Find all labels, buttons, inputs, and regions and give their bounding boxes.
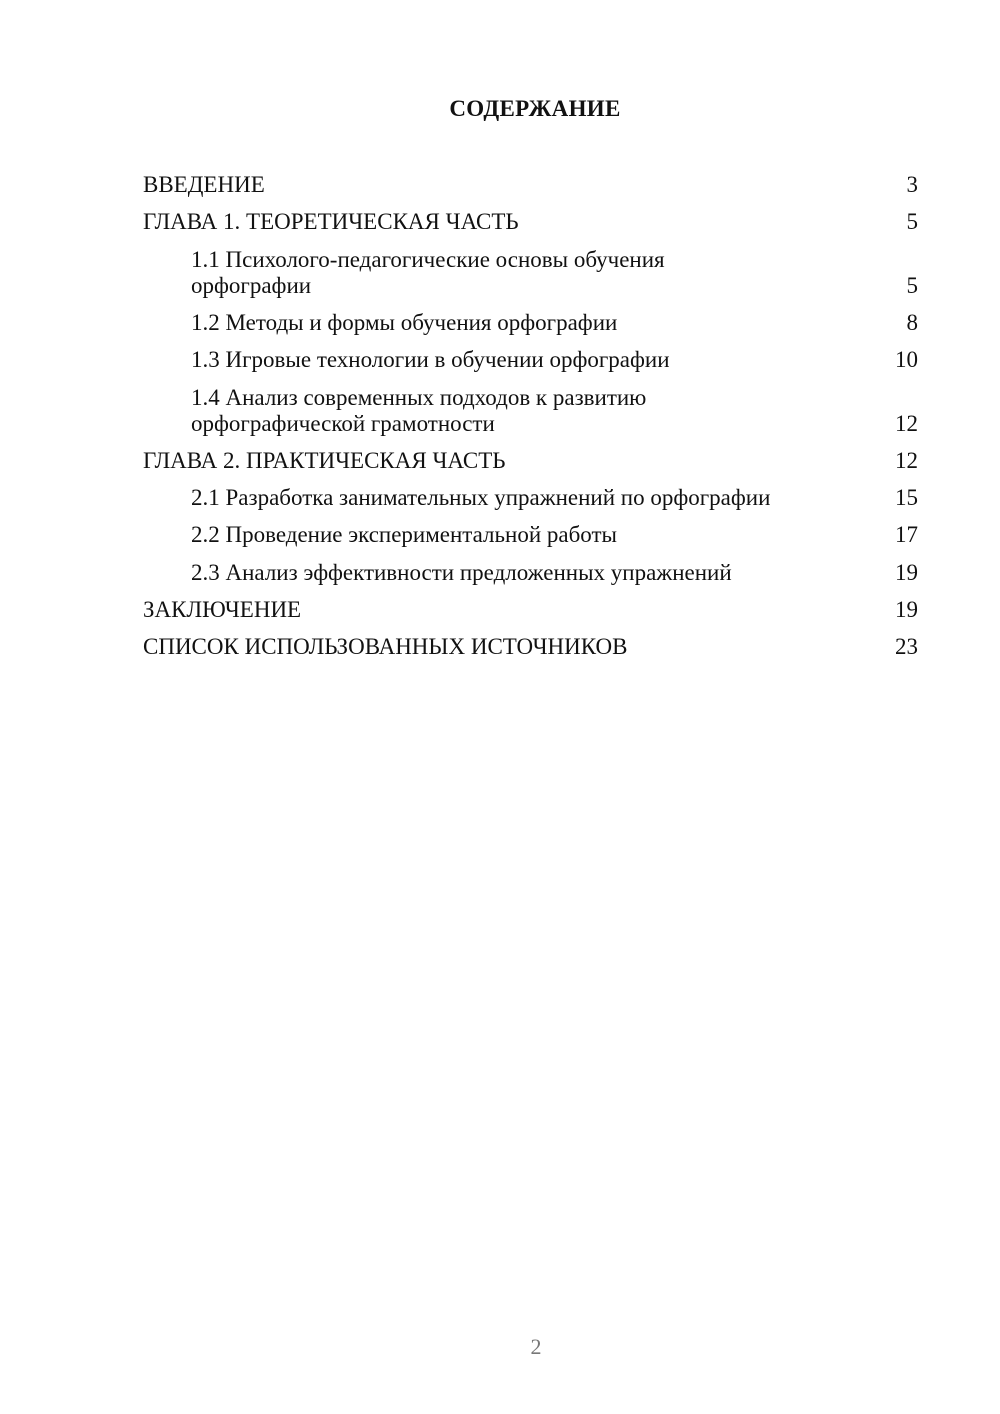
- toc-entry-page: 5: [906, 273, 918, 298]
- toc-entry-label: ЗАКЛЮЧЕНИЕ: [143, 597, 302, 622]
- toc-entry-section-1-3: [0, 347, 918, 373]
- toc-entry-page: 15: [895, 485, 918, 510]
- toc-entry-chapter-1: [0, 209, 918, 235]
- toc-entry-label: 1.2 Методы и формы обучения орфографии: [191, 310, 618, 335]
- toc-entry-page: 23: [895, 634, 918, 659]
- toc-entry-section-2-2: [0, 522, 918, 548]
- toc-entry-section-2-1: [0, 485, 918, 511]
- toc-entry-label: 1.3 Игровые технологии в обучении орфографии: [191, 347, 670, 372]
- page-title: СОДЕРЖАНИЕ: [449, 96, 621, 121]
- toc-entry-page: 5: [906, 209, 918, 234]
- toc-entry-conclusion: [0, 597, 918, 623]
- toc-entry-page: 19: [895, 560, 918, 585]
- toc-entry-label: 1.1 Психолого-педагогические основы обучения орфографии: [191, 247, 665, 298]
- toc-entry-label: 2.3 Анализ эффективности предложенных упражнений: [191, 560, 732, 585]
- toc-entry-label: СПИСОК ИСПОЛЬЗОВАННЫХ ИСТОЧНИКОВ: [143, 634, 628, 659]
- toc-entry-page: 19: [895, 597, 918, 622]
- toc-entry-introduction: [0, 172, 918, 198]
- toc-entry-page: 12: [895, 411, 918, 436]
- toc-entry-references: [0, 634, 918, 660]
- page-number-footer: 2: [530, 1334, 542, 1359]
- toc-entry-page: 3: [906, 172, 918, 197]
- toc-entry-section-1-2: [0, 310, 918, 336]
- toc-entry-label: ГЛАВА 2. ПРАКТИЧЕСКАЯ ЧАСТЬ: [143, 448, 506, 473]
- toc-entry-label: 2.1 Разработка занимательных упражнений по орфографии: [191, 485, 771, 510]
- toc-entry-section-2-3: [0, 560, 918, 586]
- toc-entry-page: 10: [895, 347, 918, 372]
- toc-entry-label: ВВЕДЕНИЕ: [143, 172, 265, 197]
- toc-entry-section-1-1: [0, 247, 918, 299]
- toc-entry-chapter-2: [0, 448, 918, 474]
- toc-entry-page: 17: [895, 522, 918, 547]
- toc-entry-label: ГЛАВА 1. ТЕОРЕТИЧЕСКАЯ ЧАСТЬ: [143, 209, 519, 234]
- toc-entry-section-1-4: [0, 385, 918, 437]
- toc-entry-label: 2.2 Проведение экспериментальной работы: [191, 522, 617, 547]
- toc-entry-page: 12: [895, 448, 918, 473]
- toc-entry-label: 1.4 Анализ современных подходов к развитию орфографической грамотности: [191, 385, 647, 436]
- toc-entry-page: 8: [906, 310, 918, 335]
